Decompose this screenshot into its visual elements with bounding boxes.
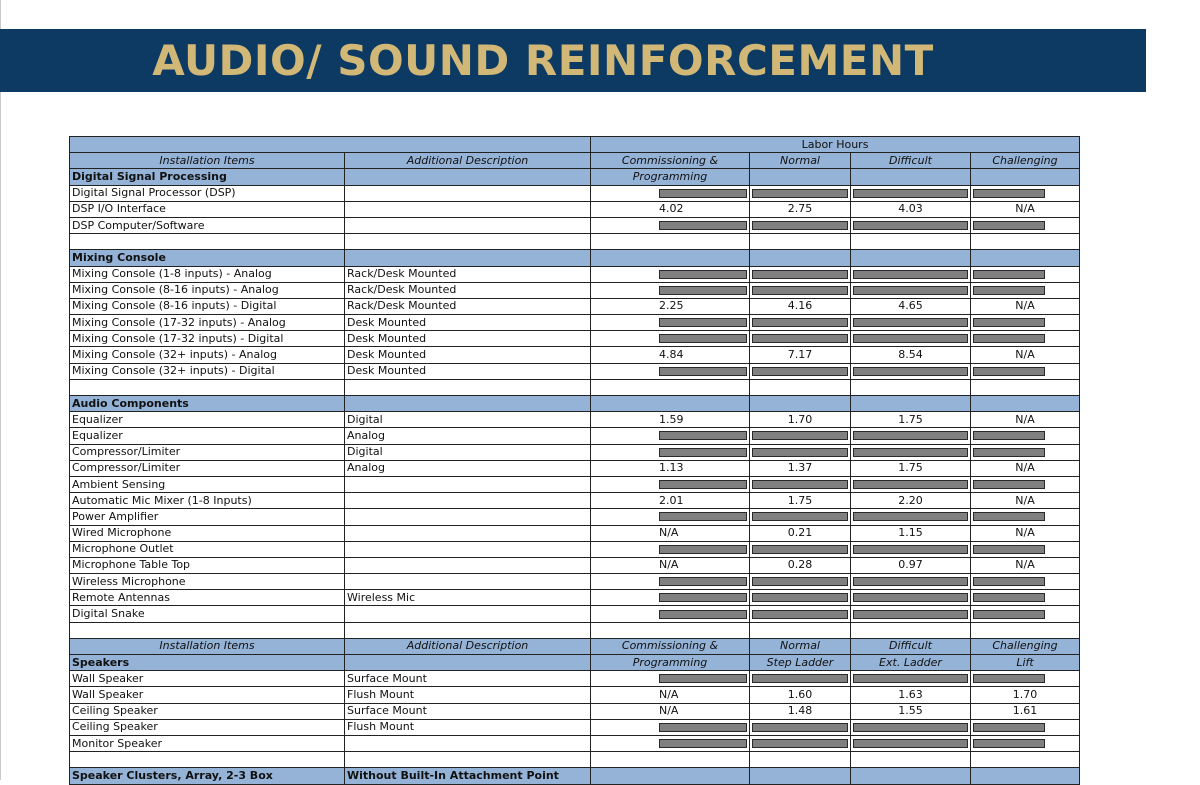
value-normal: 4.16 xyxy=(750,298,851,314)
table-row xyxy=(70,687,1080,703)
item-desc: Analog xyxy=(345,460,591,476)
item-name: DSP Computer/Software xyxy=(70,217,345,233)
col-installation-items: Installation Items xyxy=(70,638,345,654)
table-row xyxy=(70,444,1080,460)
na-bar xyxy=(851,331,971,347)
item-desc: Surface Mount xyxy=(345,671,591,687)
na-bar xyxy=(851,185,971,201)
item-name: Compressor/Limiter xyxy=(70,460,345,476)
col-difficult-sub: Ext. Ladder xyxy=(851,655,971,671)
na-bar xyxy=(591,315,750,331)
table-row xyxy=(70,428,1080,444)
section-title: Speaker Clusters, Array, 2-3 Box xyxy=(70,768,345,784)
item-desc: Rack/Desk Mounted xyxy=(345,298,591,314)
na-bar xyxy=(971,476,1080,492)
item-name: Ambient Sensing xyxy=(70,476,345,492)
value-commissioning: N/A xyxy=(591,525,750,541)
item-desc xyxy=(345,493,591,509)
section-cell xyxy=(345,169,591,185)
section-row xyxy=(70,250,1080,266)
na-bar xyxy=(971,282,1080,298)
na-bar xyxy=(750,428,851,444)
value-challenging: N/A xyxy=(971,460,1080,476)
na-bar xyxy=(971,444,1080,460)
item-desc xyxy=(345,185,591,201)
table-row xyxy=(70,315,1080,331)
item-name: Mixing Console (17-32 inputs) - Analog xyxy=(70,315,345,331)
na-bar xyxy=(591,719,750,735)
item-name: Ceiling Speaker xyxy=(70,703,345,719)
na-bar xyxy=(750,509,851,525)
table-row xyxy=(70,201,1080,217)
section-title: Speakers xyxy=(70,655,345,671)
item-desc: Digital xyxy=(345,444,591,460)
na-bar xyxy=(971,590,1080,606)
section-desc: Without Built-In Attachment Point xyxy=(345,768,591,784)
value-difficult: 1.75 xyxy=(851,412,971,428)
value-normal: 2.75 xyxy=(750,201,851,217)
value-challenging: N/A xyxy=(971,412,1080,428)
table-row xyxy=(70,719,1080,735)
na-bar xyxy=(851,266,971,282)
section-title: Mixing Console xyxy=(70,250,345,266)
col-challenging: Challenging xyxy=(971,638,1080,654)
na-bar xyxy=(971,671,1080,687)
na-bar xyxy=(851,444,971,460)
na-bar xyxy=(750,606,851,622)
value-commissioning: 2.01 xyxy=(591,493,750,509)
na-bar xyxy=(750,363,851,379)
na-bar xyxy=(851,719,971,735)
item-desc: Digital xyxy=(345,412,591,428)
item-name: DSP I/O Interface xyxy=(70,201,345,217)
column-header-row xyxy=(70,153,1080,169)
na-bar xyxy=(591,574,750,590)
na-bar xyxy=(750,735,851,751)
value-commissioning: 2.25 xyxy=(591,298,750,314)
item-desc: Wireless Mic xyxy=(345,590,591,606)
table-row xyxy=(70,574,1080,590)
value-challenging: N/A xyxy=(971,201,1080,217)
na-bar xyxy=(851,590,971,606)
item-desc: Analog xyxy=(345,428,591,444)
item-name: Equalizer xyxy=(70,412,345,428)
labor-hours-header-row xyxy=(70,137,1080,153)
na-bar xyxy=(851,574,971,590)
table-row xyxy=(70,266,1080,282)
item-name: Microphone Outlet xyxy=(70,541,345,557)
item-desc xyxy=(345,509,591,525)
col-challenging: Challenging xyxy=(971,153,1080,169)
value-commissioning: N/A xyxy=(591,687,750,703)
item-desc xyxy=(345,476,591,492)
value-commissioning: N/A xyxy=(591,703,750,719)
col-additional-description: Additional Description xyxy=(345,153,591,169)
col-difficult: Difficult xyxy=(851,153,971,169)
na-bar xyxy=(851,363,971,379)
item-name: Microphone Table Top xyxy=(70,557,345,573)
na-bar xyxy=(851,282,971,298)
section-row xyxy=(70,396,1080,412)
na-bar xyxy=(591,217,750,233)
na-bar xyxy=(750,217,851,233)
title-banner xyxy=(0,29,1146,92)
value-difficult: 2.20 xyxy=(851,493,971,509)
na-bar xyxy=(591,735,750,751)
na-bar xyxy=(851,476,971,492)
item-desc: Rack/Desk Mounted xyxy=(345,282,591,298)
na-bar xyxy=(851,315,971,331)
na-bar xyxy=(971,363,1080,379)
na-bar xyxy=(591,444,750,460)
table-row xyxy=(70,298,1080,314)
item-name: Remote Antennas xyxy=(70,590,345,606)
value-normal: 0.28 xyxy=(750,557,851,573)
na-bar xyxy=(591,266,750,282)
table-row xyxy=(70,493,1080,509)
na-bar xyxy=(971,331,1080,347)
table-row xyxy=(70,363,1080,379)
na-bar xyxy=(971,266,1080,282)
item-desc: Flush Mount xyxy=(345,719,591,735)
table-row xyxy=(70,525,1080,541)
item-desc xyxy=(345,217,591,233)
na-bar xyxy=(851,509,971,525)
na-bar xyxy=(750,331,851,347)
col-commissioning: Commissioning & xyxy=(591,153,750,169)
na-bar xyxy=(591,428,750,444)
section-cell xyxy=(971,169,1080,185)
na-bar xyxy=(750,444,851,460)
table-row xyxy=(70,606,1080,622)
na-bar xyxy=(851,606,971,622)
na-bar xyxy=(750,476,851,492)
table-row xyxy=(70,735,1080,751)
item-desc xyxy=(345,201,591,217)
value-challenging: 1.70 xyxy=(971,687,1080,703)
value-difficult: 1.55 xyxy=(851,703,971,719)
table-row xyxy=(70,557,1080,573)
item-desc xyxy=(345,557,591,573)
value-challenging: N/A xyxy=(971,493,1080,509)
item-name: Mixing Console (8-16 inputs) - Analog xyxy=(70,282,345,298)
item-name: Wired Microphone xyxy=(70,525,345,541)
na-bar xyxy=(851,671,971,687)
table-row xyxy=(70,412,1080,428)
value-normal: 1.70 xyxy=(750,412,851,428)
na-bar xyxy=(591,331,750,347)
item-desc xyxy=(345,606,591,622)
item-name: Mixing Console (8-16 inputs) - Digital xyxy=(70,298,345,314)
header-blank xyxy=(70,137,591,153)
value-normal: 1.48 xyxy=(750,703,851,719)
na-bar xyxy=(591,363,750,379)
value-difficult: 8.54 xyxy=(851,347,971,363)
value-difficult: 4.65 xyxy=(851,298,971,314)
na-bar xyxy=(851,217,971,233)
item-name: Mixing Console (32+ inputs) - Analog xyxy=(70,347,345,363)
table-row xyxy=(70,347,1080,363)
na-bar xyxy=(750,671,851,687)
section-cell xyxy=(750,169,851,185)
na-bar xyxy=(750,315,851,331)
page-title: AUDIO/ SOUND REINFORCEMENT xyxy=(152,36,934,85)
value-normal: 0.21 xyxy=(750,525,851,541)
value-challenging: N/A xyxy=(971,347,1080,363)
na-bar xyxy=(750,574,851,590)
table-row xyxy=(70,282,1080,298)
col-additional-description: Additional Description xyxy=(345,638,591,654)
value-challenging: N/A xyxy=(971,525,1080,541)
na-bar xyxy=(591,185,750,201)
na-bar xyxy=(971,185,1080,201)
na-bar xyxy=(971,735,1080,751)
item-name: Automatic Mic Mixer (1-8 Inputs) xyxy=(70,493,345,509)
item-desc xyxy=(345,574,591,590)
blank-row xyxy=(70,379,1080,395)
na-bar xyxy=(750,185,851,201)
value-commissioning: 1.13 xyxy=(591,460,750,476)
value-difficult: 1.15 xyxy=(851,525,971,541)
col-normal-sub: Step Ladder xyxy=(750,655,851,671)
value-commissioning: N/A xyxy=(591,557,750,573)
item-desc: Rack/Desk Mounted xyxy=(345,266,591,282)
value-difficult: 1.75 xyxy=(851,460,971,476)
na-bar xyxy=(750,266,851,282)
na-bar xyxy=(591,476,750,492)
table-row xyxy=(70,590,1080,606)
item-name: Mixing Console (32+ inputs) - Digital xyxy=(70,363,345,379)
value-challenging: N/A xyxy=(971,557,1080,573)
section-row xyxy=(70,768,1080,784)
item-name: Wireless Microphone xyxy=(70,574,345,590)
item-name: Ceiling Speaker xyxy=(70,719,345,735)
item-desc xyxy=(345,541,591,557)
item-name: Digital Signal Processor (DSP) xyxy=(70,185,345,201)
na-bar xyxy=(971,217,1080,233)
item-name: Equalizer xyxy=(70,428,345,444)
item-desc: Desk Mounted xyxy=(345,315,591,331)
value-normal: 1.75 xyxy=(750,493,851,509)
labor-hours-table xyxy=(69,136,1080,785)
na-bar xyxy=(971,574,1080,590)
section-title: Digital Signal Processing xyxy=(70,169,345,185)
table-row xyxy=(70,509,1080,525)
section-title: Audio Components xyxy=(70,396,345,412)
item-desc: Desk Mounted xyxy=(345,347,591,363)
value-difficult: 4.03 xyxy=(851,201,971,217)
item-name: Mixing Console (1-8 inputs) - Analog xyxy=(70,266,345,282)
na-bar xyxy=(971,509,1080,525)
value-commissioning: 4.84 xyxy=(591,347,750,363)
table-row xyxy=(70,703,1080,719)
item-name: Compressor/Limiter xyxy=(70,444,345,460)
col-challenging-sub: Lift xyxy=(971,655,1080,671)
item-name: Power Amplifier xyxy=(70,509,345,525)
na-bar xyxy=(851,541,971,557)
value-commissioning: 4.02 xyxy=(591,201,750,217)
item-name: Monitor Speaker xyxy=(70,735,345,751)
item-desc xyxy=(345,525,591,541)
value-commissioning: 1.59 xyxy=(591,412,750,428)
na-bar xyxy=(591,671,750,687)
table-row xyxy=(70,476,1080,492)
col-commissioning: Commissioning & xyxy=(591,638,750,654)
item-name: Wall Speaker xyxy=(70,671,345,687)
value-difficult: 0.97 xyxy=(851,557,971,573)
value-normal: 7.17 xyxy=(750,347,851,363)
item-desc xyxy=(345,735,591,751)
na-bar xyxy=(750,590,851,606)
table-row xyxy=(70,331,1080,347)
na-bar xyxy=(750,282,851,298)
na-bar xyxy=(971,428,1080,444)
speakers-section-row xyxy=(70,655,1080,671)
value-difficult: 1.63 xyxy=(851,687,971,703)
section-cell xyxy=(851,169,971,185)
na-bar xyxy=(591,590,750,606)
na-bar xyxy=(971,606,1080,622)
value-challenging: N/A xyxy=(971,298,1080,314)
item-name: Digital Snake xyxy=(70,606,345,622)
table-row xyxy=(70,217,1080,233)
value-challenging: 1.61 xyxy=(971,703,1080,719)
na-bar xyxy=(750,541,851,557)
na-bar xyxy=(591,606,750,622)
page-edge xyxy=(0,0,1,780)
value-normal: 1.37 xyxy=(750,460,851,476)
col-commissioning-sub: Programming xyxy=(591,169,750,185)
item-desc: Flush Mount xyxy=(345,687,591,703)
col-normal: Normal xyxy=(750,638,851,654)
column-header-row-2 xyxy=(70,638,1080,654)
section-row xyxy=(70,169,1080,185)
item-name: Mixing Console (17-32 inputs) - Digital xyxy=(70,331,345,347)
item-desc: Desk Mounted xyxy=(345,363,591,379)
col-installation-items: Installation Items xyxy=(70,153,345,169)
na-bar xyxy=(750,719,851,735)
blank-row xyxy=(70,234,1080,250)
section-cell xyxy=(345,655,591,671)
col-commissioning-sub: Programming xyxy=(591,655,750,671)
na-bar xyxy=(591,541,750,557)
na-bar xyxy=(851,428,971,444)
table-row xyxy=(70,185,1080,201)
na-bar xyxy=(591,282,750,298)
col-difficult: Difficult xyxy=(851,638,971,654)
blank-row xyxy=(70,622,1080,638)
table-row xyxy=(70,671,1080,687)
value-normal: 1.60 xyxy=(750,687,851,703)
table-row xyxy=(70,541,1080,557)
item-desc: Desk Mounted xyxy=(345,331,591,347)
na-bar xyxy=(971,719,1080,735)
item-name: Wall Speaker xyxy=(70,687,345,703)
na-bar xyxy=(851,735,971,751)
blank-row xyxy=(70,752,1080,768)
na-bar xyxy=(591,509,750,525)
item-desc: Surface Mount xyxy=(345,703,591,719)
col-normal: Normal xyxy=(750,153,851,169)
table-row xyxy=(70,460,1080,476)
na-bar xyxy=(971,541,1080,557)
na-bar xyxy=(971,315,1080,331)
labor-hours-title: Labor Hours xyxy=(591,137,1080,153)
